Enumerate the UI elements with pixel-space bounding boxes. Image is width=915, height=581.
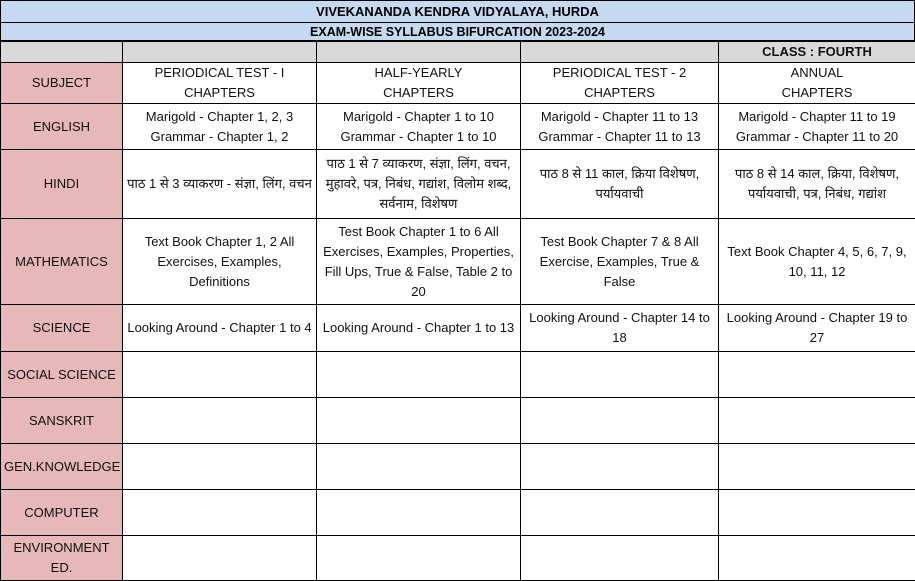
column-header-annual: ANNUAL CHAPTERS	[719, 63, 915, 104]
table-row	[1, 490, 915, 536]
syllabus-cell	[719, 490, 915, 536]
column-header-pt1: PERIODICAL TEST - I CHAPTERS	[123, 63, 317, 104]
syllabus-cell: पाठ 1 से 3 व्याकरण - संज्ञा, लिंग, वचन	[123, 150, 317, 219]
subject-name: SANSKRIT	[1, 398, 123, 444]
syllabus-table	[0, 41, 915, 581]
syllabus-cell: Text Book Chapter 4, 5, 6, 7, 9, 10, 11, 12	[719, 219, 915, 305]
syllabus-cell	[719, 352, 915, 398]
subject-name: SOCIAL SCIENCE	[1, 352, 123, 398]
subject-name: GEN.KNOWLEDGE	[1, 444, 123, 490]
syllabus-cell	[123, 490, 317, 536]
syllabus-cell	[719, 398, 915, 444]
blank-cell	[1, 42, 123, 63]
syllabus-cell	[317, 536, 521, 581]
subject-name: ENVIRONMENT ED.	[1, 536, 123, 581]
syllabus-cell: Marigold - Chapter 11 to 19 Grammar - Chapter 11 to 20	[719, 104, 915, 150]
syllabus-cell	[123, 444, 317, 490]
syllabus-cell	[521, 536, 719, 581]
class-label: CLASS : FOURTH	[719, 42, 915, 63]
syllabus-cell	[521, 398, 719, 444]
table-row	[1, 398, 915, 444]
syllabus-cell: Marigold - Chapter 1, 2, 3 Grammar - Chapter 1, 2	[123, 104, 317, 150]
syllabus-cell: Marigold - Chapter 1 to 10 Grammar - Chapter 1 to 10	[317, 104, 521, 150]
syllabus-cell: Text Book Chapter 1, 2 All Exercises, Examples, Definitions	[123, 219, 317, 305]
syllabus-cell	[521, 352, 719, 398]
blank-cell	[317, 42, 521, 63]
syllabus-cell	[317, 352, 521, 398]
subject-header: SUBJECT	[1, 63, 123, 104]
syllabus-cell	[317, 490, 521, 536]
syllabus-cell	[719, 536, 915, 581]
subject-name: MATHEMATICS	[1, 219, 123, 305]
syllabus-cell: Test Book Chapter 7 & 8 All Exercise, Examples, True & False	[521, 219, 719, 305]
table-row	[1, 536, 915, 581]
blank-cell	[123, 42, 317, 63]
blank-cell	[521, 42, 719, 63]
syllabus-cell	[123, 536, 317, 581]
subject-name: SCIENCE	[1, 305, 123, 352]
syllabus-cell	[719, 444, 915, 490]
syllabus-cell	[123, 398, 317, 444]
subject-name: ENGLISH	[1, 104, 123, 150]
table-row	[1, 352, 915, 398]
header-row	[1, 63, 915, 104]
syllabus-cell	[521, 444, 719, 490]
document-title: EXAM-WISE SYLLABUS BIFURCATION 2023-2024	[0, 22, 915, 41]
syllabus-cell: पाठ 8 से 11 काल, क्रिया विशेषण, पर्यायवाची	[521, 150, 719, 219]
syllabus-cell: पाठ 1 से 7 व्याकरण, संज्ञा, लिंग, वचन, मुहावरे, पत्र, निबंध, गद्यांश, विलोम शब्द, सर्वनाम, विशेषण	[317, 150, 521, 219]
table-row	[1, 219, 915, 305]
subject-name: COMPUTER	[1, 490, 123, 536]
syllabus-cell: Looking Around - Chapter 1 to 13	[317, 305, 521, 352]
syllabus-cell: Marigold - Chapter 11 to 13 Grammar - Chapter 11 to 13	[521, 104, 719, 150]
class-row	[1, 42, 915, 63]
table-row	[1, 305, 915, 352]
syllabus-cell: Test Book Chapter 1 to 6 All Exercises, Examples, Properties, Fill Ups, True & False, Table 2 to 20	[317, 219, 521, 305]
syllabus-cell	[521, 490, 719, 536]
syllabus-cell	[317, 398, 521, 444]
column-header-half-yearly: HALF-YEARLY CHAPTERS	[317, 63, 521, 104]
syllabus-cell	[123, 352, 317, 398]
school-name: VIVEKANANDA KENDRA VIDYALAYA, HURDA	[0, 0, 915, 22]
column-header-pt2: PERIODICAL TEST - 2 CHAPTERS	[521, 63, 719, 104]
table-row	[1, 150, 915, 219]
syllabus-cell: Looking Around - Chapter 14 to 18	[521, 305, 719, 352]
syllabus-cell: Looking Around - Chapter 19 to 27	[719, 305, 915, 352]
subject-name: HINDI	[1, 150, 123, 219]
table-row	[1, 104, 915, 150]
syllabus-cell: पाठ 8 से 14 काल, क्रिया, विशेषण, पर्यायवाची, पत्र, निबंध, गद्यांश	[719, 150, 915, 219]
table-row	[1, 444, 915, 490]
syllabus-cell	[317, 444, 521, 490]
syllabus-cell: Looking Around - Chapter 1 to 4	[123, 305, 317, 352]
